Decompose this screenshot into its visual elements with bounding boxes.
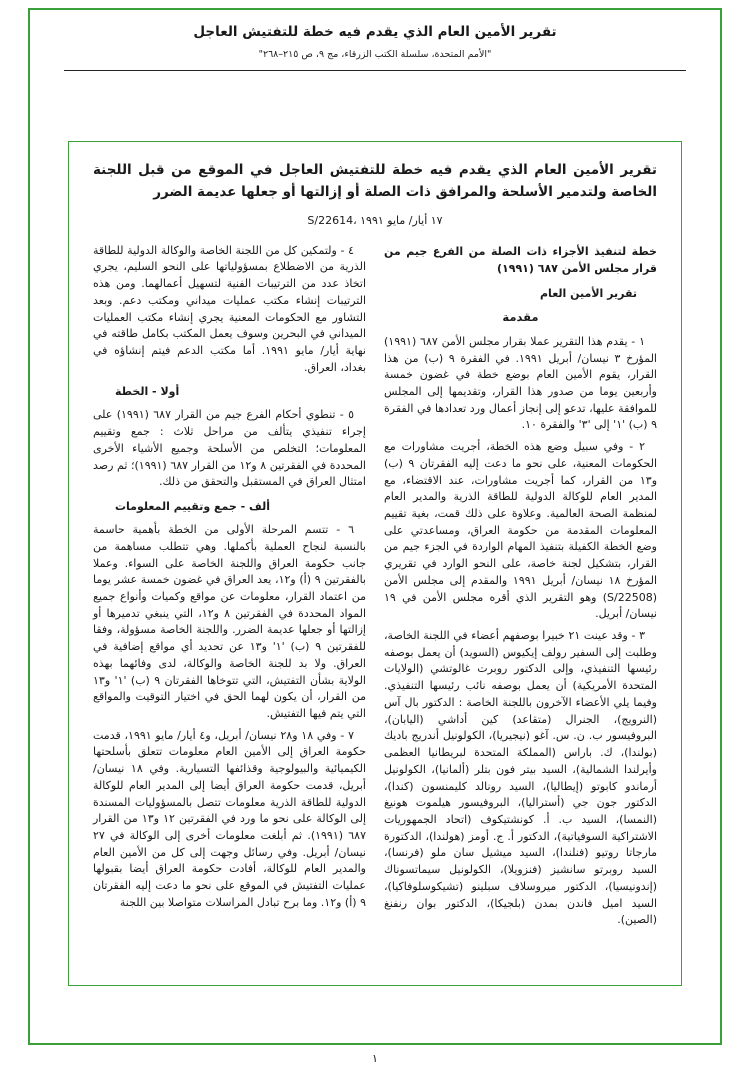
page-number: ١ <box>372 1052 378 1065</box>
paragraph-3: ٣ - وقد عينت ٢١ خبيرا بوصفهم أعضاء في اللجنة الخاصة، وطلبت إلى السفير رولف إيكيوس (السويد) أن يعمل بوصفه رئيسها التنفيذي، وإلى الدكتور روبرت غالوتشي (الولايات المتحدة الأمريكية) أن يعمل بوصفه نائب رئيسها التنفيذي. وفيما يلي الأعضاء الآخرون باللجنة الخاصة : الدكتور بال آس (النرويج)، الجنرال (متقاعد) كين أداشي (اليابان)، البروفيسور ب. ن. س. آغو (نيجيريا)، الكولونيل أندريج باديك (بولندا)، ك. باراس (المملكة المتحدة لبريطانيا العظمى وأيرلندا الشمالية)، السيد بيتر فون بتلر (ألمانيا)، الكولونيل أرماندو كابوتو (إيطاليا)، السيد رونالد كليمنسون (كندا)، الدكتور جون جي (أستراليا)، البروفيسور هيلموت هونيغ (النمسا)، السيد ب. أ. كونشتيكوف (اتحاد الجمهوريات الاشتراكية السوفياتية)، الدكتور أ. ج. أومز (هولندا)، الدكتورة مارجاتا روتيو (فنلندا)، السيد ميشيل سان ملو (فرنسا)، السيد روبرتو سانشيز (فنزويلا)، الكولونيل سيماتسوناك (إندونيسيا)، الدكتور ميروسلاف سبلينو (تشيكوسلوفاكيا)، السيد اميل فاندن بمدن (بلجيكا)، الدكتور بوان رنفنغ (الصين). <box>384 629 657 927</box>
page-header <box>30 10 720 71</box>
document-reference: S/22614، ١٧ أيار/ مايو ١٩٩١ <box>307 213 443 227</box>
section-one-plan-heading: أولا - الخطة <box>115 385 180 399</box>
paragraph-2: ٢ - وفي سبيل وضع هذه الخطة، أجريت مشاورات مع الحكومات المعنية، على نحو ما دعت إليه الفقرتان ٩ (ب) و١٣ من القرار، كما أجريت مشاورات، عند الاقتضاء، مع المدير العام للوكالة الدولية للطاقة الذرية والمدير العام لمنظمة الصحة العالمية. وعلاوة على ذلك قمت، بغية تقييم المعلومات المقدمة من حكومة العراق، ومساعدتي على وضع الخطة الكفيلة بتنفيذ المهام الواردة في الجزء جيم من القرار، بتشكيل لجنة خاصة، على النحو الوارد في تقريري المؤرخ ١٨ نيسان/ أبريل ١٩٩١ والمقدم إلى مجلس الأمن (S/22508) وهو التقرير الذي أقره مجلس الأمن في ١٩ نيسان/ أبريل. <box>384 440 658 621</box>
document-box <box>68 141 682 986</box>
paragraph-7: ٧ - وفي ١٨ و٢٨ نيسان/ أبريل، و٤ أيار/ مايو ١٩٩١، قدمت حكومة العراق إلى الأمين العام معلومات تتعلق بأسلحتها الكيميائية والبيولوجية وقذائفها التسيارية. وفي ١٨ نيسان/ أبريل، قدمت حكومة العراق أيضا إلى المدير العام للوكالة الدولية للطاقة الذرية معلومات تتصل بالمسؤوليات المسندة إلى الوكالة على نحو ما ورد في الفقرتين ١٢ و١٣ من القرار ٦٨٧ (١٩٩١). ثم أبلغت معلومات أخرى إلى الوكالة في ٢٧ نيسان/ أبريل. وفي رسائل وجهت إلى كل من الأمين العام والمدير العام للوكالة، أفادت حكومة العراق أيضا بقبولها عمليات التفتيش في الموقع على نحو ما دعت إليه الفقرتان ٩ (أ) و١٢. وما برح تبادل المراسلات متواصلا بين اللجنة <box>93 728 367 909</box>
page-header-source: "الأمم المتحدة، سلسلة الكتب الزرقاء، مج ٩، ص ٢١٥–٢٦٨" <box>258 49 492 60</box>
two-column-layout <box>93 243 657 934</box>
column-right <box>384 243 657 934</box>
document-title: تقرير الأمين العام الذي يقدم فيه خطة للتفتيش العاجل في الموقع من قبل اللجنة الخاصة ولتدمير الأسلحة والمرافق ذات الصلة أو إزالتها أو جعلها عديمة الضرر <box>93 162 657 200</box>
plan-heading: خطة لتنفيذ الأجزاء ذات الصلة من الفرع جيم من قرار مجلس الأمن ٦٨٧ (١٩٩١) <box>384 244 657 275</box>
paragraph-6: ٦ - تتسم المرحلة الأولى من الخطة بأهمية حاسمة بالنسبة لنجاح العملية بأكملها. وهي تتطلب مساهمة من جانب حكومة العراق واللجنة الخاصة على السواء. وعملا بالفقرتين ٩ (أ) و١٢، يعد العراق في غضون خمسة عشر يوما من اعتماد القرار، معلومات عن مواقع وكميات وأنواع جميع المواد المحددة في الفقرتين ٨ و١٢، التي ينبغي تدميرها أو إزالتها أو جعلها عديمة الضرر. واللجنة الخاصة مسؤولة، وفقا للفقرتين ٩ (ب) '١' و١٣ عن تحديد أي مواقع إضافية في العراق. ولا بد للجنة الخاصة والوكالة، لدى وفائهما بهذه الولاية بشأن التفتيش، التي تتوخاها الفقرتان ٩ (ب) '١' و١٣ من القرار، أن يكون لهما الحق في اختيار التوقيت والمواقع التي يتم فيها التفتيش. <box>93 523 366 720</box>
page-border-frame <box>28 8 722 1045</box>
page-header-title: تقرير الأمين العام الذي يقدم فيه خطة للتفتيش العاجل <box>193 24 557 40</box>
paragraph-5: ٥ - تنطوي أحكام الفرع جيم من القرار ٦٨٧ (١٩٩١) على إجراء تنفيذي يتألف من مراحل ثلاث : جمع وتقييم المعلومات؛ التخلص من الأسلحة وجميع الأشياء الأخرى المحددة في الفقرتين ٨ و١٢ من القرار ٦٨٧ (١٩٩١)؛ ثم رصد امتثال العراق في المستقبل والتحقق من ذلك. <box>93 408 366 489</box>
paragraph-1: ١ - يقدم هذا التقرير عملا بقرار مجلس الأمن ٦٨٧ (١٩٩١) المؤرخ ٣ نيسان/ أبريل ١٩٩١. في الفقرة ٩ (ب) من هذا القرار، يقوم الأمين العام بوضع خطة في غضون خمسة وأربعين يوما من صدور هذا القرار، وتقديمها إلى المجلس للموافقة عليها، تدعو إلى إنجاز أعمال ورد تعدادها في الفقرة ٩ (ب) '١' إلى '٣' والفقرة ١٠. <box>384 334 657 432</box>
header-rule <box>64 70 686 71</box>
section-alef-information-heading: ألف - جمع وتقييم المعلومات <box>115 500 271 514</box>
column-left <box>93 243 366 934</box>
report-by-secretary-general-heading: تقرير الأمين العام <box>540 286 637 300</box>
paragraph-4: ٤ - ولتمكين كل من اللجنة الخاصة والوكالة الدولية للطاقة الذرية من الاضطلاع بمسؤولياتها على النحو السليم، يجري اتخاذ عدد من الترتيبات الفنية لتسهيل أعمالهما. ومن هذه الترتيبات إنشاء مكتب عمليات ميداني ومكتب دعم. وبعد التشاور مع الحكومات المعنية يجري إنشاء مكتب العمليات الميداني في البحرين وسوف يعمل المكتب بكامل طاقته في نهاية أيار/ مايو ١٩٩١. أما مكتب الدعم فيتم إنشاؤه في بغداد، العراق. <box>93 243 366 374</box>
introduction-heading: مقدمة <box>502 309 539 324</box>
